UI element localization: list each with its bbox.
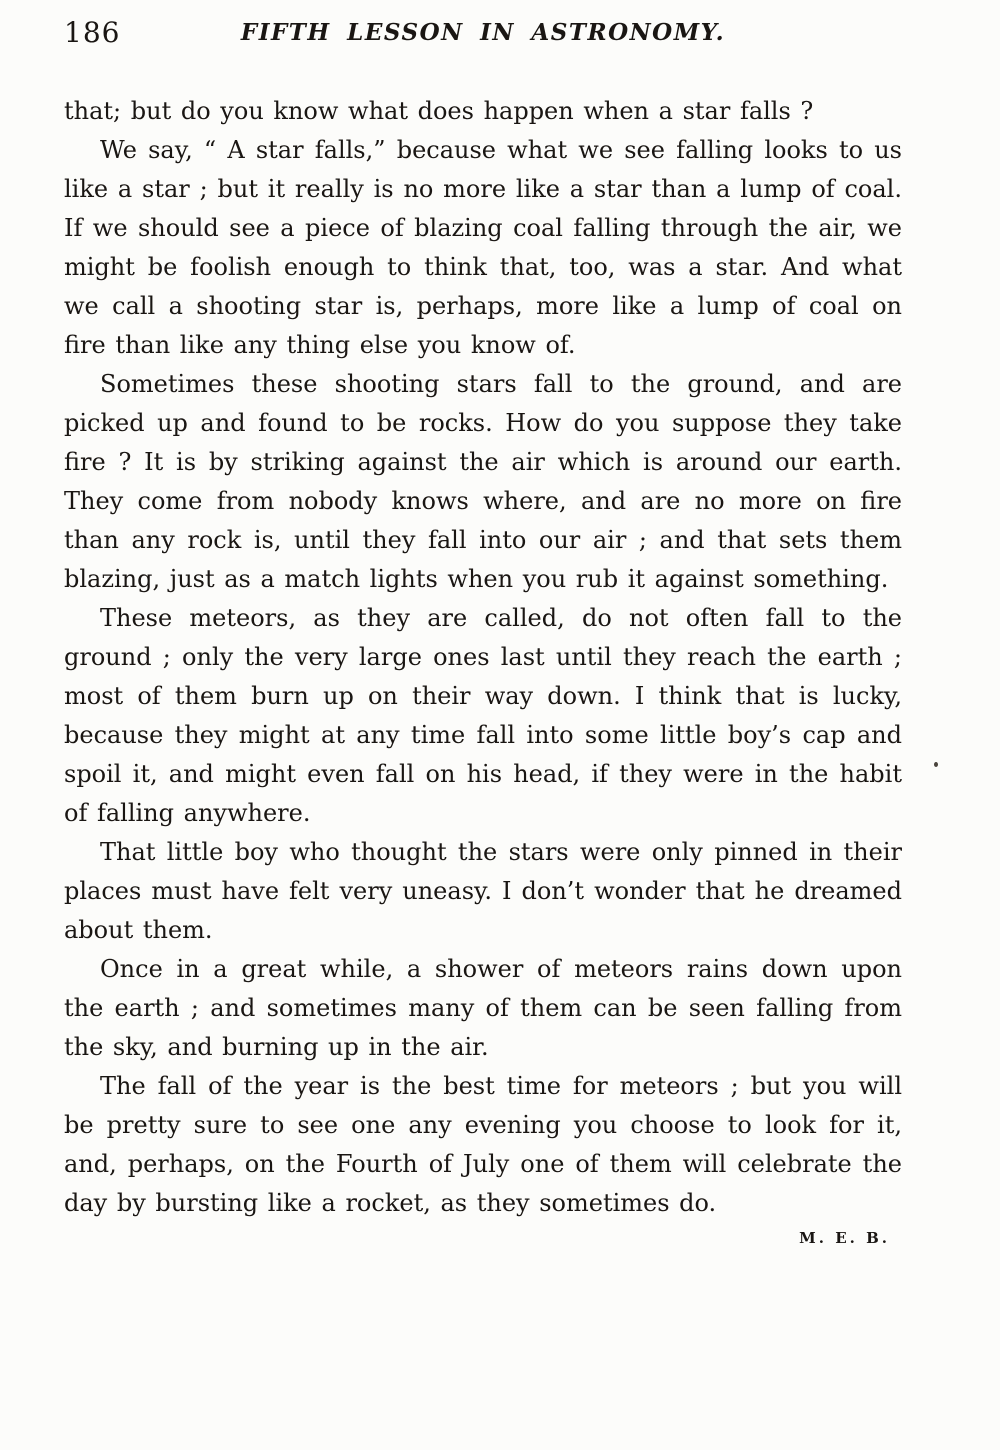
- paragraph: The fall of the year is the best time for meteors ; but you will be pretty sure to see one any evening you choose to look for it, and, perhaps, on the Fourth of July one of them will celebrate the day by bursting like a rocket, as they sometimes do.: [64, 1072, 902, 1217]
- page-header-title: FIFTH LESSON IN ASTRONOMY.: [240, 19, 726, 46]
- paragraph: Once in a great while, a shower of meteors rains down upon the earth ; and sometimes many of them can be seen falling from the sky, and burning up in the air.: [64, 955, 902, 1061]
- paragraph: that; but do you know what does happen when a star falls ?: [64, 97, 814, 125]
- paragraph: We say, “ A star falls,” because what we see falling looks to us like a star ; but it really is no more like a star than a lump of coal. If we should see a piece of blazing coal falling through the air, we might be foolish enough to think that, too, was a star. And what we call a shooting star is, perhaps, more like a lump of coal on fire than like any thing else you know of.: [64, 136, 902, 359]
- text-body: [64, 92, 902, 1223]
- page-header: [64, 16, 902, 52]
- page-number: 186: [64, 16, 121, 49]
- scan-artifact-dot: [934, 762, 938, 767]
- paragraph: Sometimes these shooting stars fall to the ground, and are picked up and found to be rocks. How do you suppose they take fire ? It is by striking against the air which is around our earth. They come from nobody knows where, and are no more on fire than any rock is, until they fall into our air ; and that sets them blazing, just as a match lights when you rub it against something.: [64, 370, 902, 593]
- paragraph: These meteors, as they are called, do not often fall to the ground ; only the very large ones last until they reach the earth ; most of them burn up on their way down. I think that is lucky, because they might at any time fall into some little boy’s cap and spoil it, and might even fall on his head, if they were in the habit of falling anywhere.: [64, 604, 902, 827]
- author-signature: M. E. B.: [799, 1229, 890, 1247]
- paragraph: That little boy who thought the stars were only pinned in their places must have felt very uneasy. I don’t wonder that he dreamed about them.: [64, 838, 902, 944]
